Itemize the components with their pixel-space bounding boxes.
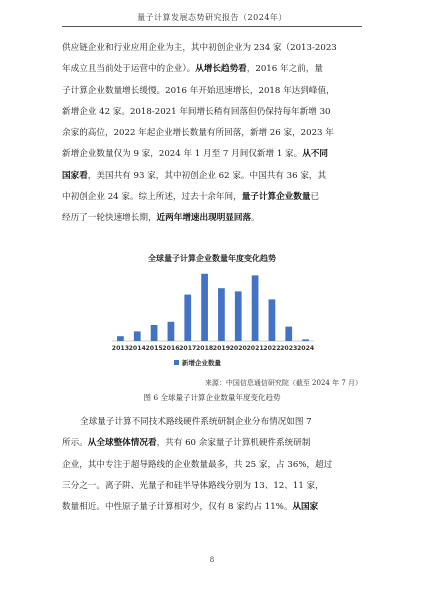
x-tick-label: 2017 (179, 345, 197, 352)
x-tick-label: 2021 (246, 345, 264, 352)
text-line (62, 208, 364, 229)
text-line (62, 102, 364, 123)
bold-text-run: 从国家 (292, 502, 319, 513)
bar-2014 (134, 331, 141, 341)
paragraph-growth-trend (62, 38, 364, 230)
bold-text-run: 从增长趋势看 (195, 64, 247, 75)
text-run: 所示。 (62, 438, 88, 449)
text-run: 全球量子计算不同技术路线硬件系统研制企业分布情况如图 7 (80, 417, 312, 427)
x-tick-label: 2020 (229, 345, 247, 352)
text-run: 供应链企业和行业应用企业为主，其中初创企业为 234 家（2013-2023 (62, 43, 337, 53)
bar-2019 (218, 288, 225, 341)
bar-2016 (168, 322, 175, 341)
bar-2023 (285, 327, 292, 341)
chart-title: 全球量子计算企业数量年度变化趋势 (148, 254, 276, 263)
bar-2015 (151, 325, 158, 341)
text-run: 经历了一轮快速增长期， (62, 213, 157, 224)
text-line (62, 59, 364, 80)
bold-text-run: 从全球整体情况看 (87, 438, 157, 449)
text-run: ，美国共有 93 家，其中初创企业 62 家。中国共有 36 家，其 (87, 170, 327, 181)
text-line (62, 38, 364, 59)
bar-2021 (252, 275, 259, 341)
text-run: 子计算企业数量增长缓慢。2016 年开始迅速增长，2018 年达到峰值， (62, 85, 335, 96)
bar-2024 (302, 339, 309, 341)
x-tick-label: 2024 (296, 345, 315, 352)
text-run: 企业，其中专注于超导路线的企业数量最多，共 25 家，占 36%，超过 (62, 459, 333, 470)
page-header: 量子计算发展态势研究报告（2024年） (137, 13, 287, 22)
text-run: ，2016 年之前，量 (246, 64, 323, 75)
text-line (62, 144, 364, 165)
x-tick-label: 2022 (263, 345, 281, 352)
figure-caption: 图 6 全球量子计算企业数量年度变化趋势 (143, 393, 281, 402)
bold-text-run: 近两年增速出现明显回落 (156, 213, 252, 224)
text-line (62, 476, 364, 497)
text-line (62, 187, 364, 208)
text-line (62, 412, 364, 433)
text-run: 新增企业数量仅为 9 家，2024 年 1 月至 7 月间仅新增 1 家。 (62, 149, 303, 160)
text-run: 新增企业 42 家。2018-2021 年间增长稍有回落但仍保持每年新增 30 (62, 106, 331, 117)
legend-swatch (174, 360, 179, 365)
header-divider (62, 26, 362, 27)
x-tick-label: 2023 (280, 345, 298, 352)
bold-text-run: 量子计算企业数量 (241, 192, 311, 203)
x-tick-label: 2019 (212, 345, 231, 352)
paragraph-tech-distribution (62, 412, 364, 518)
x-tick-label: 2018 (195, 345, 214, 352)
chart-canvas (102, 265, 322, 378)
text-run: ，共有 60 余家量子计算机硬件系统研制 (156, 438, 311, 449)
text-line (62, 433, 364, 454)
bar-2020 (235, 291, 242, 341)
text-run: 。 (251, 213, 260, 224)
text-run: 数量相近。中性原子量子计算相对少，仅有 8 家约占 11%。 (62, 502, 293, 513)
legend-label: 新增企业数量 (182, 359, 221, 367)
text-run: 中初创企业 24 家。综上所述，过去十余年间， (62, 192, 242, 203)
text-line (62, 497, 364, 518)
bold-text-run: 国家看 (62, 170, 88, 181)
text-run: 三分之一。离子阱、光量子和硅半导体路线分别为 13、12、11 家， (62, 480, 324, 491)
source-note: 来源：中国信息通信研究院（截至 2024 年 7 月） (204, 379, 362, 387)
x-tick-label: 2016 (162, 345, 180, 352)
x-tick-label: 2015 (145, 345, 163, 352)
text-line (62, 123, 364, 144)
bar-chart (102, 253, 322, 378)
text-line (62, 166, 364, 187)
bold-text-run: 从不同 (302, 149, 328, 160)
text-run: 余家的高位，2022 年起企业增长数量有所回落，新增 26 家，2023 年 (62, 128, 334, 139)
x-tick-label: 2013 (111, 345, 130, 352)
text-line (62, 81, 364, 102)
bar-2013 (117, 336, 124, 341)
bar-2022 (269, 299, 276, 341)
text-line (62, 455, 364, 476)
bar-2017 (184, 295, 191, 341)
x-tick-label: 2014 (128, 345, 146, 352)
text-run: 已 (310, 192, 320, 203)
page-number: 8 (209, 556, 215, 564)
bar-2018 (201, 274, 208, 341)
text-run: 年成立且当前处于运营中的企业）。 (62, 64, 196, 75)
